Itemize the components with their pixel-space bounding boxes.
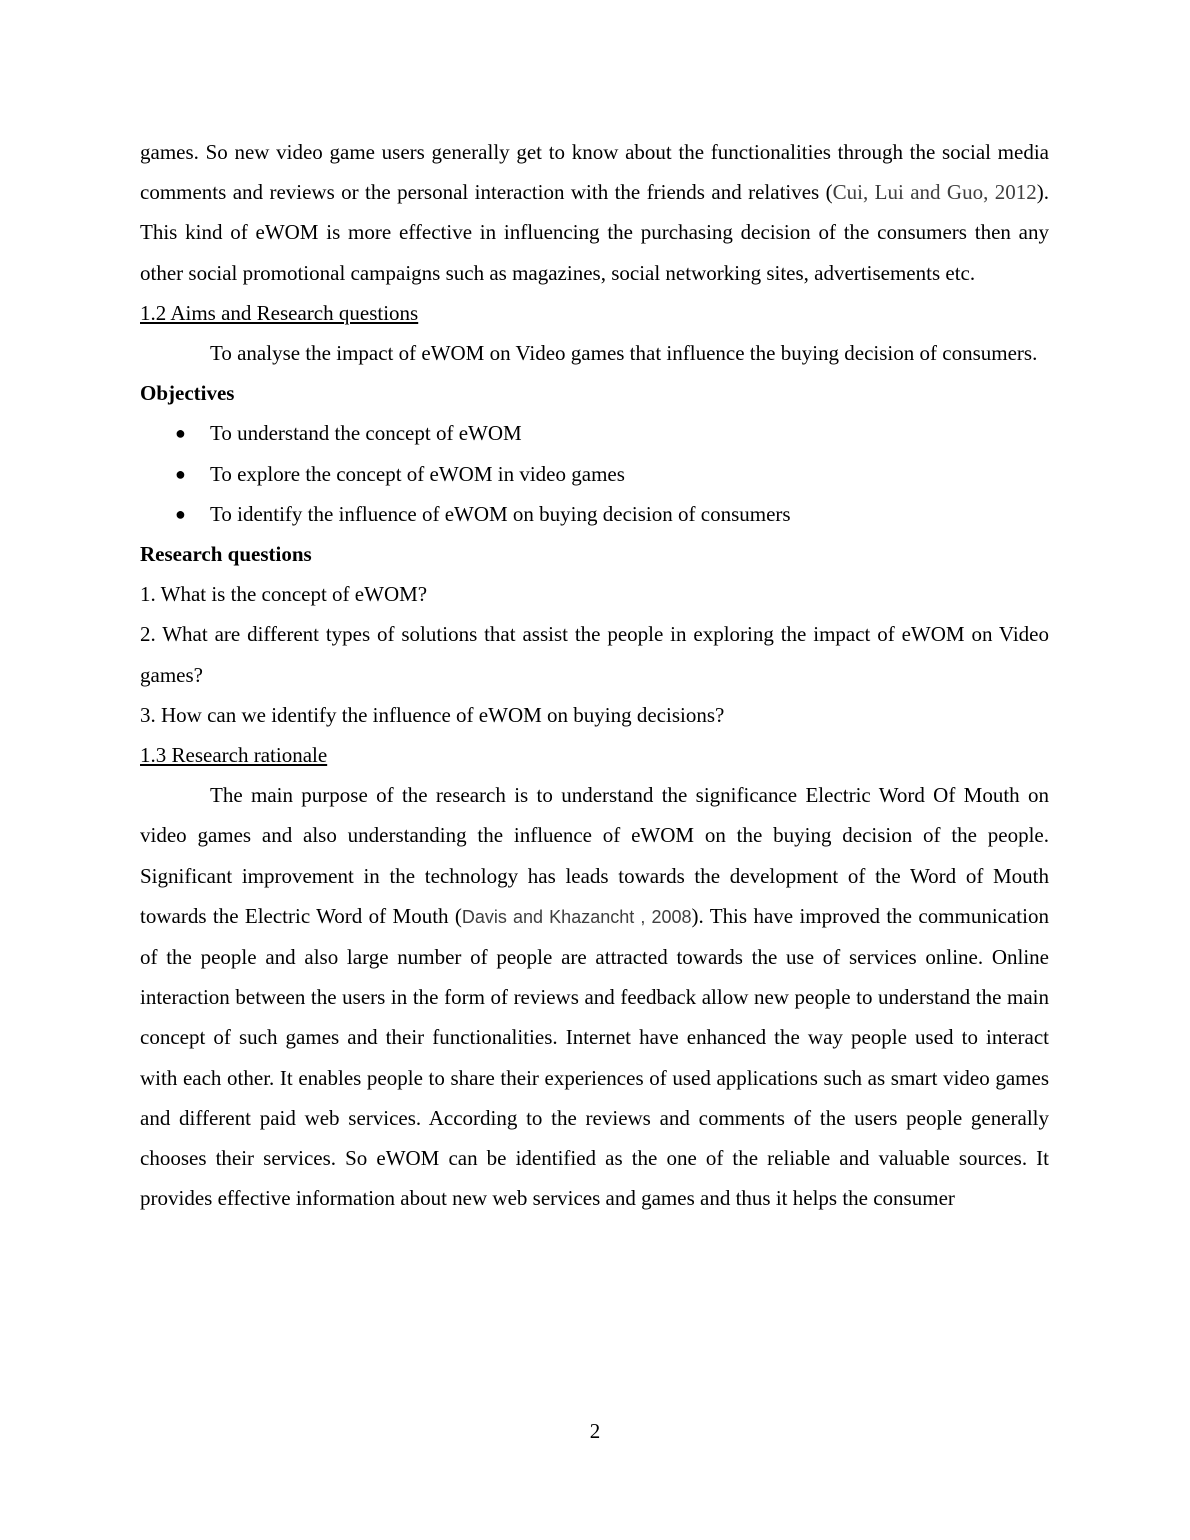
research-question-1: 1. What is the concept of eWOM? [140,582,428,607]
intro-text-end: ). This kind of eWOM is more effective in influencing the purchasing decision of the consumers then any other social promotional campaigns such as magazines, social networking sites, advertisements etc. [140,180,1049,285]
bullet-icon: ● [175,463,186,484]
rationale-text-end: ). This have improved the communication of the people and also large number of people are attracted towards the use of services online. Online interaction between the users in the form of reviews and feedback allow new people to understand the main concept of such games and their functionalities. Internet have enhanced the way people used to interact with each other. It enables people to share their experiences of used applications such as smart video games and different paid web services. According to the reviews and comments of the users people generally chooses their services. So eWOM can be identified as the one of the reliable and valuable sources. It provides effective information about new web services and games and thus it helps the consumer [140,903,1049,1211]
aims-paragraph: To analyse the impact of eWOM on Video games that influence the buying decision of consumers. [210,341,1038,366]
research-question-2: 2. What are different types of solutions that assist the people in exploring the impact of eWOM on Video games? [140,622,1049,687]
intro-text-start: games. So new video game users generally get to know about the functionalities through the social media comments and reviews or the personal interaction with the friends and relatives ( [140,140,1049,205]
bullet-icon: ● [175,423,186,444]
objective-item-1 [140,413,1049,453]
objective-item-3 [140,494,1049,534]
objective-text: To explore the concept of eWOM in video games [210,461,625,486]
aims-heading: 1.2 Aims and Research questions [140,300,419,325]
objectives-heading: Objectives [140,381,235,406]
rationale-paragraph [140,775,1049,1218]
citation-davis-khazancht: Davis and Khazancht , 2008 [461,906,692,927]
objective-text: To identify the influence of eWOM on buying decision of consumers [210,501,791,526]
citation-cui-lui-guo: Cui, Lui and Guo, 2012 [832,180,1037,205]
rationale-heading: 1.3 Research rationale [140,743,328,768]
document-page [140,132,1049,1218]
intro-paragraph [140,132,1049,293]
rationale-text-start: The main purpose of the research is to understand the significance Electric Word Of Mouth on video games and also understanding the influence of eWOM on the buying decision of the people. Significant improvement in the technology has leads towards the development of the Word of Mouth towards the Electric Word of Mouth ( [140,783,1049,928]
objectives-list [140,413,1049,534]
research-questions-heading: Research questions [140,542,312,567]
objective-text: To understand the concept of eWOM [210,421,522,446]
research-question-3: 3. How can we identify the influence of eWOM on buying decisions? [140,702,725,727]
bullet-icon: ● [175,503,186,524]
page-number: 2 [589,1419,601,1443]
objective-item-2 [140,454,1049,494]
